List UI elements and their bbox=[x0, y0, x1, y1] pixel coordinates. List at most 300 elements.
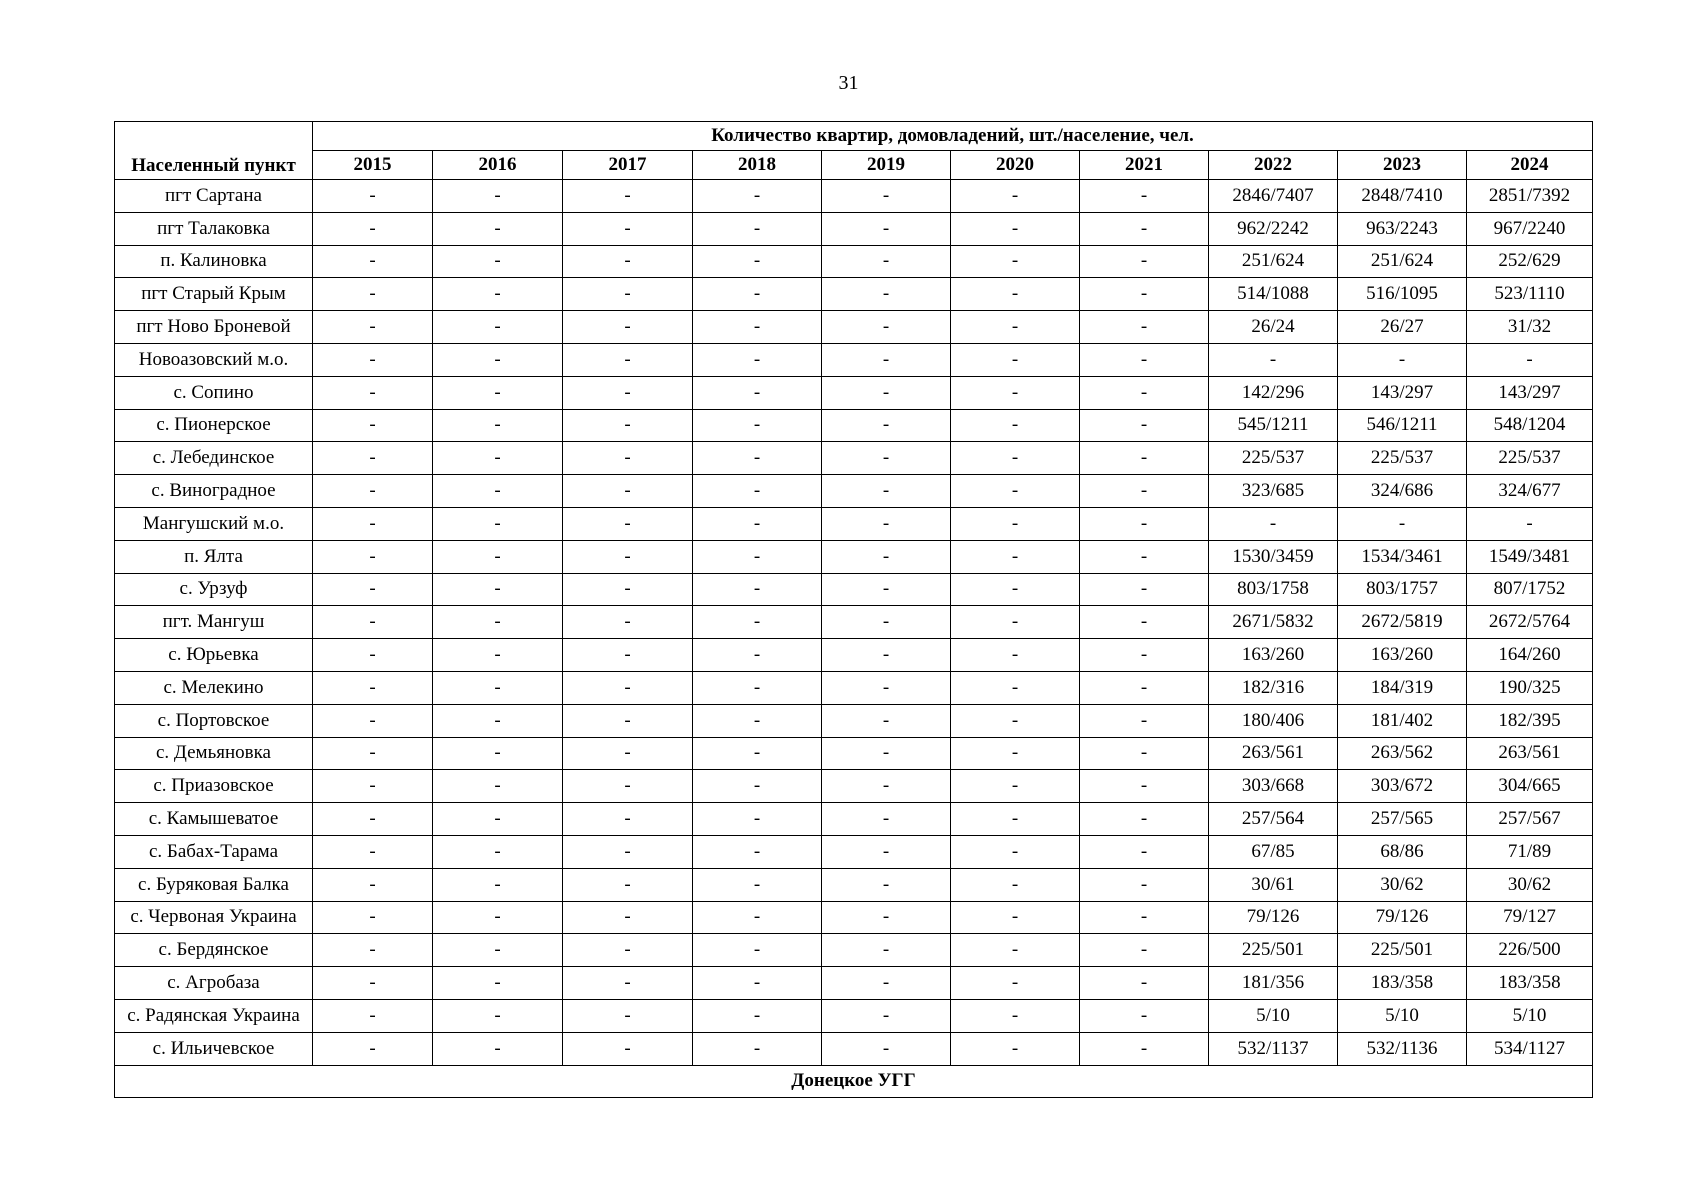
table-cell: 324/686 bbox=[1338, 475, 1467, 508]
table-cell: - bbox=[313, 671, 433, 704]
table-cell: 182/395 bbox=[1467, 704, 1593, 737]
table-cell: - bbox=[822, 573, 951, 606]
table-cell: - bbox=[433, 245, 563, 278]
table-cell: 257/564 bbox=[1209, 803, 1338, 836]
table-cell: - bbox=[1080, 803, 1209, 836]
table-cell: - bbox=[563, 573, 693, 606]
table-cell: - bbox=[563, 245, 693, 278]
table-cell: - bbox=[693, 868, 822, 901]
table-cell: - bbox=[313, 442, 433, 475]
table-cell: - bbox=[951, 311, 1080, 344]
table-cell: - bbox=[693, 770, 822, 803]
table-cell: - bbox=[433, 180, 563, 213]
table-cell: - bbox=[563, 704, 693, 737]
table-cell: 79/126 bbox=[1209, 901, 1338, 934]
table-cell: - bbox=[563, 639, 693, 672]
table-cell: - bbox=[1080, 180, 1209, 213]
table-cell: - bbox=[951, 835, 1080, 868]
column-header-year: 2024 bbox=[1467, 151, 1593, 180]
table-cell: - bbox=[563, 376, 693, 409]
table-cell: - bbox=[1080, 770, 1209, 803]
table-cell: - bbox=[563, 770, 693, 803]
settlement-name: с. Червоная Украина bbox=[115, 901, 313, 934]
table-cell: - bbox=[1338, 507, 1467, 540]
table-row bbox=[115, 737, 1593, 770]
table-cell: 548/1204 bbox=[1467, 409, 1593, 442]
table-cell: - bbox=[693, 507, 822, 540]
settlement-name: с. Демьяновка bbox=[115, 737, 313, 770]
table-row bbox=[115, 835, 1593, 868]
table-cell: - bbox=[951, 606, 1080, 639]
table-cell: - bbox=[822, 999, 951, 1032]
table-cell: - bbox=[563, 442, 693, 475]
settlement-name: с. Камышеватое bbox=[115, 803, 313, 836]
table-cell: - bbox=[693, 475, 822, 508]
table-cell: - bbox=[951, 376, 1080, 409]
table-cell: 807/1752 bbox=[1467, 573, 1593, 606]
table-cell: 303/668 bbox=[1209, 770, 1338, 803]
table-cell: - bbox=[1080, 540, 1209, 573]
table-cell: - bbox=[1080, 737, 1209, 770]
table-header bbox=[115, 122, 1593, 180]
table-cell: - bbox=[822, 245, 951, 278]
data-table bbox=[114, 121, 1593, 1098]
table-cell: - bbox=[313, 639, 433, 672]
table-row bbox=[115, 704, 1593, 737]
table-row bbox=[115, 868, 1593, 901]
table-cell: - bbox=[822, 475, 951, 508]
table-cell: - bbox=[822, 507, 951, 540]
table-cell: - bbox=[433, 212, 563, 245]
table-cell: 225/537 bbox=[1209, 442, 1338, 475]
table-cell: - bbox=[693, 704, 822, 737]
table-cell: - bbox=[433, 868, 563, 901]
table-cell: 263/561 bbox=[1467, 737, 1593, 770]
table-cell: 2672/5764 bbox=[1467, 606, 1593, 639]
table-cell: 251/624 bbox=[1338, 245, 1467, 278]
table-cell: - bbox=[563, 967, 693, 1000]
table-cell: - bbox=[822, 409, 951, 442]
table-cell: - bbox=[822, 540, 951, 573]
table-cell: - bbox=[313, 999, 433, 1032]
table-cell: 71/89 bbox=[1467, 835, 1593, 868]
table-cell: - bbox=[951, 442, 1080, 475]
table-cell: - bbox=[822, 967, 951, 1000]
header-row-years bbox=[115, 151, 1593, 180]
table-cell: - bbox=[1080, 901, 1209, 934]
table-cell: - bbox=[1080, 507, 1209, 540]
table-cell: - bbox=[822, 835, 951, 868]
table-cell: - bbox=[563, 540, 693, 573]
table-cell: 225/501 bbox=[1338, 934, 1467, 967]
settlement-name: пгт Ново Броневой bbox=[115, 311, 313, 344]
table-row bbox=[115, 343, 1593, 376]
table-cell: - bbox=[822, 212, 951, 245]
table-cell: - bbox=[313, 475, 433, 508]
table-cell: - bbox=[563, 934, 693, 967]
table-cell: - bbox=[313, 212, 433, 245]
table-cell: - bbox=[693, 999, 822, 1032]
table-cell: - bbox=[822, 376, 951, 409]
table-cell: 163/260 bbox=[1209, 639, 1338, 672]
settlement-name: п. Калиновка bbox=[115, 245, 313, 278]
table-cell: - bbox=[822, 180, 951, 213]
table-cell: - bbox=[433, 770, 563, 803]
table-cell: - bbox=[433, 999, 563, 1032]
table-cell: - bbox=[693, 376, 822, 409]
table-cell: 803/1757 bbox=[1338, 573, 1467, 606]
table-cell: - bbox=[313, 311, 433, 344]
table-cell: - bbox=[693, 671, 822, 704]
table-cell: - bbox=[822, 671, 951, 704]
table-cell: - bbox=[433, 901, 563, 934]
table-cell: - bbox=[563, 409, 693, 442]
table-cell: - bbox=[433, 311, 563, 344]
table-cell: - bbox=[951, 212, 1080, 245]
table-cell: - bbox=[822, 770, 951, 803]
table-cell: - bbox=[313, 343, 433, 376]
table-row bbox=[115, 934, 1593, 967]
table-row bbox=[115, 409, 1593, 442]
table-cell: - bbox=[313, 507, 433, 540]
table-cell: - bbox=[563, 311, 693, 344]
table-cell: - bbox=[313, 803, 433, 836]
table-cell: - bbox=[313, 1032, 433, 1065]
table-cell: 68/86 bbox=[1338, 835, 1467, 868]
table-cell: - bbox=[822, 278, 951, 311]
table-cell: - bbox=[693, 442, 822, 475]
table-cell: 183/358 bbox=[1338, 967, 1467, 1000]
table-cell: 1534/3461 bbox=[1338, 540, 1467, 573]
settlement-name: с. Ильичевское bbox=[115, 1032, 313, 1065]
table-row bbox=[115, 967, 1593, 1000]
table-cell: - bbox=[433, 1032, 563, 1065]
table-row bbox=[115, 212, 1593, 245]
table-row bbox=[115, 442, 1593, 475]
table-cell: - bbox=[433, 704, 563, 737]
table-cell: 2851/7392 bbox=[1467, 180, 1593, 213]
table-cell: - bbox=[1080, 376, 1209, 409]
table-cell: - bbox=[433, 803, 563, 836]
table-cell: - bbox=[433, 606, 563, 639]
column-header-year: 2022 bbox=[1209, 151, 1338, 180]
table-cell: - bbox=[433, 540, 563, 573]
table-cell: - bbox=[433, 278, 563, 311]
table-cell: 26/24 bbox=[1209, 311, 1338, 344]
table-cell: 2672/5819 bbox=[1338, 606, 1467, 639]
table-cell: 514/1088 bbox=[1209, 278, 1338, 311]
table-cell: 30/62 bbox=[1467, 868, 1593, 901]
table-cell: - bbox=[822, 868, 951, 901]
table-cell: - bbox=[1080, 1032, 1209, 1065]
table-row bbox=[115, 278, 1593, 311]
table-cell: 184/319 bbox=[1338, 671, 1467, 704]
table-cell: - bbox=[693, 967, 822, 1000]
table-cell: - bbox=[693, 934, 822, 967]
table-cell: - bbox=[1080, 409, 1209, 442]
table-cell: - bbox=[1080, 278, 1209, 311]
table-cell: 963/2243 bbox=[1338, 212, 1467, 245]
table-cell: 532/1137 bbox=[1209, 1032, 1338, 1065]
table-cell: - bbox=[1080, 606, 1209, 639]
table-cell: - bbox=[1080, 999, 1209, 1032]
table-cell: - bbox=[313, 835, 433, 868]
table-cell: - bbox=[563, 999, 693, 1032]
table-cell: - bbox=[433, 507, 563, 540]
table-cell: 181/356 bbox=[1209, 967, 1338, 1000]
table-cell: 225/537 bbox=[1467, 442, 1593, 475]
table-cell: 5/10 bbox=[1209, 999, 1338, 1032]
table-cell: 79/127 bbox=[1467, 901, 1593, 934]
table-cell: - bbox=[433, 573, 563, 606]
table-cell: - bbox=[822, 606, 951, 639]
table-cell: 26/27 bbox=[1338, 311, 1467, 344]
table-cell: - bbox=[313, 704, 433, 737]
table-cell: - bbox=[433, 967, 563, 1000]
table-cell: - bbox=[313, 934, 433, 967]
table-row bbox=[115, 639, 1593, 672]
table-cell: - bbox=[693, 245, 822, 278]
table-cell: 523/1110 bbox=[1467, 278, 1593, 311]
settlement-name: с. Буряковая Балка bbox=[115, 868, 313, 901]
table-cell: - bbox=[951, 573, 1080, 606]
table-cell: - bbox=[313, 278, 433, 311]
settlement-name: с. Портовское bbox=[115, 704, 313, 737]
column-header-year: 2020 bbox=[951, 151, 1080, 180]
table-cell: 163/260 bbox=[1338, 639, 1467, 672]
table-cell: - bbox=[433, 934, 563, 967]
table-cell: - bbox=[563, 343, 693, 376]
table-row bbox=[115, 376, 1593, 409]
table-row bbox=[115, 770, 1593, 803]
table-cell: - bbox=[693, 573, 822, 606]
table-cell: - bbox=[951, 901, 1080, 934]
table-cell: - bbox=[563, 671, 693, 704]
table-cell: - bbox=[693, 212, 822, 245]
table-cell: 962/2242 bbox=[1209, 212, 1338, 245]
table-row bbox=[115, 606, 1593, 639]
table-cell: - bbox=[433, 442, 563, 475]
table-cell: 263/561 bbox=[1209, 737, 1338, 770]
table-cell: - bbox=[951, 868, 1080, 901]
table-cell: 304/665 bbox=[1467, 770, 1593, 803]
table-cell: - bbox=[563, 278, 693, 311]
table-cell: 251/624 bbox=[1209, 245, 1338, 278]
table-cell: - bbox=[822, 343, 951, 376]
table-row bbox=[115, 245, 1593, 278]
settlement-name: с. Сопино bbox=[115, 376, 313, 409]
table-cell: 182/316 bbox=[1209, 671, 1338, 704]
table-cell: 79/126 bbox=[1338, 901, 1467, 934]
table-cell: - bbox=[1080, 311, 1209, 344]
table-cell: - bbox=[951, 639, 1080, 672]
table-cell: - bbox=[313, 967, 433, 1000]
column-header-year: 2017 bbox=[563, 151, 693, 180]
table-cell: - bbox=[563, 1032, 693, 1065]
table-cell: 1530/3459 bbox=[1209, 540, 1338, 573]
table-cell: - bbox=[822, 901, 951, 934]
settlement-name: с. Агробаза bbox=[115, 967, 313, 1000]
table-cell: - bbox=[951, 934, 1080, 967]
table-cell: 516/1095 bbox=[1338, 278, 1467, 311]
table-cell: - bbox=[822, 1032, 951, 1065]
table-row bbox=[115, 803, 1593, 836]
table-cell: - bbox=[433, 671, 563, 704]
table-cell: - bbox=[563, 737, 693, 770]
table-cell: 225/537 bbox=[1338, 442, 1467, 475]
table-cell: 183/358 bbox=[1467, 967, 1593, 1000]
table-cell: - bbox=[1080, 475, 1209, 508]
table-cell: - bbox=[822, 442, 951, 475]
table-cell: - bbox=[313, 540, 433, 573]
table-cell: 2846/7407 bbox=[1209, 180, 1338, 213]
table-row bbox=[115, 999, 1593, 1032]
table-cell: - bbox=[1080, 704, 1209, 737]
table-cell: - bbox=[1080, 639, 1209, 672]
page-number: 31 bbox=[838, 72, 859, 94]
table-cell: 252/629 bbox=[1467, 245, 1593, 278]
table-cell: - bbox=[693, 901, 822, 934]
table-cell: - bbox=[951, 803, 1080, 836]
table-cell: - bbox=[313, 245, 433, 278]
table-row bbox=[115, 573, 1593, 606]
table-cell: 324/677 bbox=[1467, 475, 1593, 508]
table-row bbox=[115, 180, 1593, 213]
table-cell: - bbox=[563, 803, 693, 836]
table-cell: 31/32 bbox=[1467, 311, 1593, 344]
table-cell: - bbox=[822, 704, 951, 737]
table-row bbox=[115, 311, 1593, 344]
table-cell: - bbox=[563, 901, 693, 934]
table-cell: - bbox=[951, 278, 1080, 311]
table-cell: 803/1758 bbox=[1209, 573, 1338, 606]
settlement-name: с. Приазовское bbox=[115, 770, 313, 803]
table-row bbox=[115, 507, 1593, 540]
table-cell: 143/297 bbox=[1467, 376, 1593, 409]
column-header-year: 2019 bbox=[822, 151, 951, 180]
table-body bbox=[115, 180, 1593, 1066]
table-cell: - bbox=[693, 606, 822, 639]
table-cell: - bbox=[313, 737, 433, 770]
table-cell: - bbox=[822, 737, 951, 770]
table-cell: 5/10 bbox=[1467, 999, 1593, 1032]
column-header-year: 2015 bbox=[313, 151, 433, 180]
table-cell: 534/1127 bbox=[1467, 1032, 1593, 1065]
settlement-name: с. Юрьевка bbox=[115, 639, 313, 672]
table-cell: - bbox=[693, 835, 822, 868]
footer-section-title: Донецкое УГГ bbox=[115, 1065, 1593, 1097]
table-cell: - bbox=[313, 770, 433, 803]
table-cell: - bbox=[951, 409, 1080, 442]
settlement-name: с. Радянская Украина bbox=[115, 999, 313, 1032]
settlement-name: с. Виноградное bbox=[115, 475, 313, 508]
table-cell: - bbox=[1467, 343, 1593, 376]
table-cell: - bbox=[822, 639, 951, 672]
settlement-name: с. Урзуф bbox=[115, 573, 313, 606]
table-cell: - bbox=[1209, 343, 1338, 376]
table-cell: 257/565 bbox=[1338, 803, 1467, 836]
table-cell: - bbox=[433, 376, 563, 409]
settlement-name: с. Мелекино bbox=[115, 671, 313, 704]
settlement-name: с. Бабах-Тарама bbox=[115, 835, 313, 868]
column-group-header: Количество квартир, домовладений, шт./население, чел. bbox=[313, 122, 1593, 151]
table-cell: 546/1211 bbox=[1338, 409, 1467, 442]
column-header-settlement: Населенный пункт bbox=[115, 122, 313, 180]
footer-row bbox=[115, 1065, 1593, 1097]
table-cell: - bbox=[951, 1032, 1080, 1065]
table-cell: - bbox=[693, 540, 822, 573]
table-cell: 967/2240 bbox=[1467, 212, 1593, 245]
table-cell: - bbox=[693, 180, 822, 213]
table-cell: 5/10 bbox=[1338, 999, 1467, 1032]
table-cell: - bbox=[951, 704, 1080, 737]
table-cell: - bbox=[693, 639, 822, 672]
table-cell: - bbox=[951, 475, 1080, 508]
table-cell: - bbox=[693, 278, 822, 311]
table-cell: - bbox=[822, 803, 951, 836]
settlement-name: п. Ялта bbox=[115, 540, 313, 573]
table-cell: - bbox=[951, 540, 1080, 573]
table-cell: 303/672 bbox=[1338, 770, 1467, 803]
table-cell: - bbox=[951, 999, 1080, 1032]
table-cell: - bbox=[1080, 835, 1209, 868]
table-cell: 257/567 bbox=[1467, 803, 1593, 836]
table-cell: - bbox=[433, 835, 563, 868]
table-cell: - bbox=[563, 180, 693, 213]
column-header-year: 2018 bbox=[693, 151, 822, 180]
table-row bbox=[115, 540, 1593, 573]
settlement-name: пгт. Мангуш bbox=[115, 606, 313, 639]
table-cell: - bbox=[693, 737, 822, 770]
table-cell: 2671/5832 bbox=[1209, 606, 1338, 639]
table-footer bbox=[115, 1065, 1593, 1097]
table-cell: - bbox=[313, 376, 433, 409]
table-cell: - bbox=[313, 901, 433, 934]
table-cell: - bbox=[951, 343, 1080, 376]
table-cell: - bbox=[313, 180, 433, 213]
table-cell: - bbox=[1467, 507, 1593, 540]
table-cell: 181/402 bbox=[1338, 704, 1467, 737]
settlement-name: Мангушский м.о. bbox=[115, 507, 313, 540]
table-cell: - bbox=[563, 212, 693, 245]
table-cell: - bbox=[822, 311, 951, 344]
table-cell: - bbox=[951, 245, 1080, 278]
table-cell: - bbox=[693, 311, 822, 344]
settlement-name: пгт Талаковка bbox=[115, 212, 313, 245]
settlement-name: пгт Сартана bbox=[115, 180, 313, 213]
table-cell: 226/500 bbox=[1467, 934, 1593, 967]
table-cell: - bbox=[433, 737, 563, 770]
table-cell: - bbox=[433, 343, 563, 376]
table-cell: 143/297 bbox=[1338, 376, 1467, 409]
column-header-year: 2023 bbox=[1338, 151, 1467, 180]
column-header-year: 2016 bbox=[433, 151, 563, 180]
table-cell: - bbox=[563, 606, 693, 639]
settlement-name: с. Бердянское bbox=[115, 934, 313, 967]
table-cell: - bbox=[1080, 245, 1209, 278]
table-cell: - bbox=[951, 737, 1080, 770]
settlement-name: с. Пионерское bbox=[115, 409, 313, 442]
table-cell: - bbox=[693, 409, 822, 442]
table-cell: - bbox=[563, 507, 693, 540]
table-cell: - bbox=[1080, 868, 1209, 901]
table-cell: 532/1136 bbox=[1338, 1032, 1467, 1065]
table-cell: - bbox=[313, 606, 433, 639]
table-cell: 30/61 bbox=[1209, 868, 1338, 901]
table-cell: - bbox=[313, 868, 433, 901]
table-cell: 190/325 bbox=[1467, 671, 1593, 704]
table-row bbox=[115, 671, 1593, 704]
